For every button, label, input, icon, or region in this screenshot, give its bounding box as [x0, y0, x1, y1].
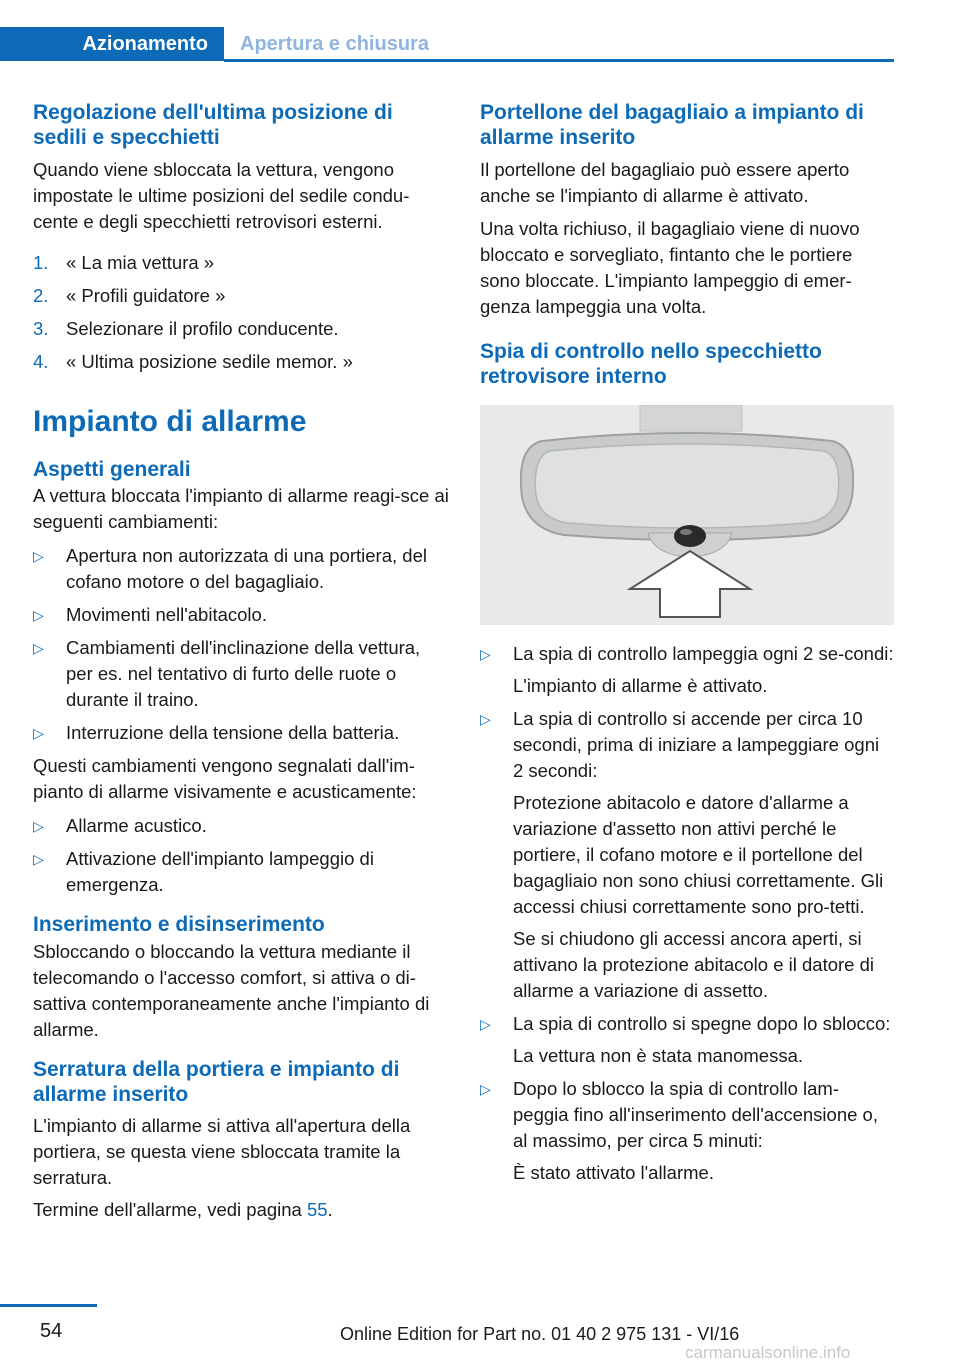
step-text: « La mia vettura »: [66, 252, 215, 273]
page-link[interactable]: 55: [306, 1199, 328, 1220]
step-text: « Profili guidatore »: [66, 285, 226, 306]
triangle-bullet-icon: ▷: [480, 711, 491, 727]
general-text: A vettura bloccata l'impianto di allarme reagi-sce ai seguenti cambiamenti:: [33, 485, 449, 532]
list-item: ▷ La spia di controllo si spegne dopo lo sblocco: La vettura non è stata manomessa.: [480, 1013, 891, 1066]
arm-heading: Inserimento e disinserimento: [33, 913, 325, 936]
triangle-bullet-icon: ▷: [33, 725, 44, 741]
trunk-heading: Portellone del bagagliaio a impianto di allarme inserito: [480, 101, 864, 149]
led-heading: Spia di controllo nello specchietto retrovisore interno: [480, 340, 822, 388]
mirror-illustration: [480, 405, 894, 625]
triangle-bullet-icon: ▷: [33, 548, 44, 564]
signals-list: [33, 813, 451, 898]
steps-list: [33, 250, 451, 382]
seat-memory-text: Quando viene sbloccata la vettura, vengono impostate le ultime posizioni del sedile condu-cente e degli specchietti retrovisori esterni.: [33, 159, 410, 232]
seat-memory-heading: Regolazione dell'ultima posizione di sedili e specchietti: [33, 101, 393, 149]
footer-divider: [0, 1304, 97, 1307]
list-item: [33, 349, 451, 382]
triangle-bullet-icon: ▷: [33, 640, 44, 656]
left-column: [33, 100, 451, 1223]
list-item: ▷ La spia di controllo lampeggia ogni 2 se-condi: L'impianto di allarme è attivato.: [480, 643, 894, 696]
edition-text: Online Edition for Part no. 01 40 2 975 131 - VI/16: [340, 1324, 740, 1344]
page-number: 54: [40, 1320, 63, 1342]
general-heading: Aspetti generali: [33, 458, 191, 481]
list-item: ▷ Apertura non autorizzata di una portiera, del cofano motore o del bagagliaio.: [33, 545, 427, 592]
list-item: ▷ Attivazione dell'impianto lampeggio di emergenza.: [33, 848, 374, 895]
header-divider: [224, 59, 894, 62]
arm-text: Sbloccando o bloccando la vettura mediante il telecomando o l'accesso comfort, si attiva o di-sattiva contemporaneamente anche l'impianto di allarme.: [33, 941, 430, 1040]
trunk-text-2: Una volta richiuso, il bagagliaio viene di nuovo bloccato e sorvegliato, fintanto che le portiere sono bloccate. L'impianto lampeggio di emer-genza lampeggia una volta.: [480, 218, 860, 317]
step-number: 2.: [33, 285, 49, 306]
alarm-end-text: Termine dell'allarme, vedi pagina 55.: [33, 1199, 333, 1220]
step-number: 3.: [33, 318, 49, 339]
triangle-bullet-icon: ▷: [480, 646, 491, 662]
rearview-mirror-icon: [480, 405, 894, 625]
indicator-list: [480, 641, 894, 1186]
tab-apertura-chiusura[interactable]: Apertura e chiusura: [240, 33, 429, 55]
step-text: « Ultima posizione sedile memor. »: [66, 351, 353, 372]
page-header: [0, 0, 894, 62]
trunk-text-1: Il portellone del bagagliaio può essere aperto anche se l'impianto di allarme è attivato.: [480, 159, 850, 206]
lock-text: L'impianto di allarme si attiva all'apertura della portiera, se questa viene sbloccata tramite la serratura.: [33, 1115, 411, 1188]
lock-heading: Serratura della portiera e impianto di allarme inserito: [33, 1058, 400, 1106]
list-item: ▷ La spia di controllo si accende per circa 10 secondi, prima di iniziare a lampeggiare ogni 2 secondi: Protezione abitacolo e datore d'allarme a variazione d'assetto non attivi perché le portiere, il cofano motore e il portellone del bagagliaio non sono chiusi correttamente. Gli accessi chiusi correttamente sono pro-tetti. Se si chiudono gli accessi ancora aperti, si attivano la protezione abitacolo e il datore di allarme a variazione di assetto.: [480, 708, 884, 1001]
step-number: 4.: [33, 351, 49, 372]
list-item: ▷ Allarme acustico.: [33, 813, 451, 839]
step-number: 1.: [33, 252, 49, 273]
signal-text: Questi cambiamenti vengono segnalati dall'im-pianto di allarme visivamente e acusticamente:: [33, 755, 417, 802]
triangle-bullet-icon: ▷: [33, 818, 44, 834]
list-item: [33, 316, 451, 349]
right-column: [480, 100, 894, 1193]
changes-list: [33, 543, 451, 746]
list-item: ▷ Cambiamenti dell'inclinazione della vettura, per es. nel tentativo di furto delle ruote o durante il traino.: [33, 637, 421, 710]
list-item: [33, 283, 451, 316]
triangle-bullet-icon: ▷: [33, 851, 44, 867]
watermark: carmanualsonline.info: [685, 1343, 851, 1362]
triangle-bullet-icon: ▷: [480, 1081, 491, 1097]
tab-azionamento[interactable]: Azionamento: [0, 27, 224, 61]
list-item: [33, 250, 451, 283]
triangle-bullet-icon: ▷: [480, 1016, 491, 1032]
triangle-bullet-icon: ▷: [33, 607, 44, 623]
list-item: ▷ Movimenti nell'abitacolo.: [33, 602, 451, 628]
list-item: ▷ Dopo lo sblocco la spia di controllo lam-peggia fino all'inserimento dell'accensione o, al massimo, per circa 5 minuti: È stato attivato l'allarme.: [480, 1078, 878, 1183]
list-item: ▷ Interruzione della tensione della batteria.: [33, 720, 451, 746]
step-text: Selezionare il profilo conducente.: [66, 318, 339, 339]
alarm-main-heading: Impianto di allarme: [33, 405, 307, 438]
